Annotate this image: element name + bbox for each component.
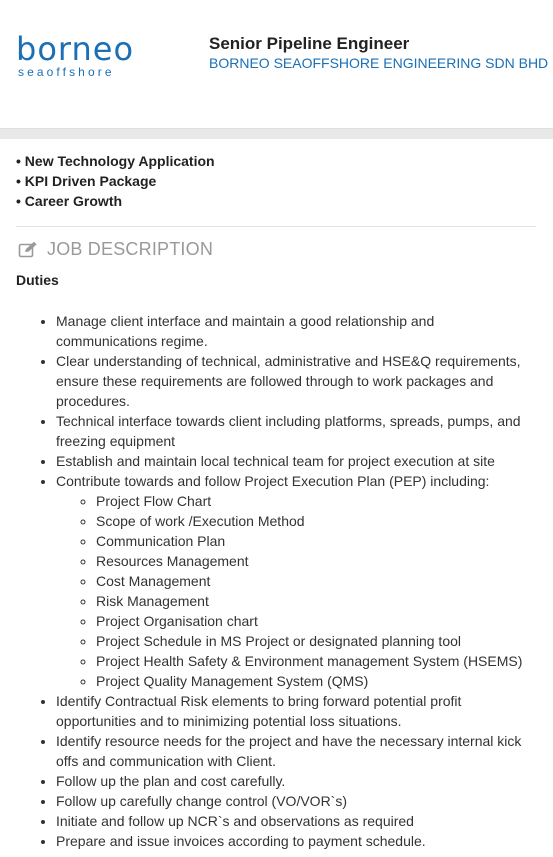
section-divider [16, 226, 536, 227]
sublist-item: ◦ Communication Plan [96, 531, 536, 551]
job-highlights [16, 151, 215, 211]
edit-icon [18, 241, 38, 259]
list-item-pep [56, 471, 536, 691]
job-title: Senior Pipeline Engineer [209, 34, 410, 53]
list-item: • Identify resource needs for the project and have the necessary internal kick offs and communication with Client. [56, 731, 536, 771]
duties-list [16, 311, 536, 851]
company-logo[interactable] [16, 30, 144, 85]
highlight-item: • New Technology Application [16, 153, 215, 169]
highlight-item: • Career Growth [16, 193, 123, 209]
list-item-text: Contribute towards and follow Project Execution Plan (PEP) including: [56, 473, 490, 489]
pep-sublist [56, 491, 536, 691]
list-item: • Identify Contractual Risk elements to bring forward potential profit opportunities and to minimizing potential loss situations. [56, 691, 536, 731]
list-item: • Initiate and follow up NCR`s and observations as required [56, 811, 536, 831]
sublist-item: ◦ Project Quality Management System (QMS) [96, 671, 536, 691]
sublist-item: ◦ Project Flow Chart [96, 491, 536, 511]
sublist-item: ◦ Project Organisation chart [96, 611, 536, 631]
list-item: • Clear understanding of technical, administrative and HSE&Q requirements, ensure these requirements are followed through to work packages and procedures. [56, 351, 536, 411]
list-item: • Follow up the plan and cost carefully. [56, 771, 536, 791]
header-divider-band [0, 128, 553, 139]
section-heading [18, 239, 213, 260]
sublist-item: ◦ Cost Management [96, 571, 536, 591]
list-item: • Manage client interface and maintain a good relationship and communications regime. [56, 311, 536, 351]
section-title: JOB DESCRIPTION [47, 239, 214, 259]
sublist-item: ◦ Risk Management [96, 591, 536, 611]
list-item: • Follow up carefully change control (VO/VOR`s) [56, 791, 536, 811]
duties-label: Duties [16, 272, 59, 288]
sublist-item: ◦ Resources Management [96, 551, 536, 571]
sublist-item: ◦ Project Health Safety & Environment management System (HSEMS) [96, 651, 536, 671]
list-item: • Technical interface towards client including platforms, spreads, pumps, and freezing equipment [56, 411, 536, 451]
job-header [0, 0, 553, 128]
logo-wordmark: borneo [16, 30, 135, 68]
company-name-link[interactable]: BORNEO SEAOFFSHORE ENGINEERING SDN BHD [209, 55, 549, 71]
highlight-item: • KPI Driven Package [16, 173, 157, 189]
logo-subtitle: seaoffshore [18, 65, 115, 79]
list-item: • Prepare and issue invoices according to payment schedule. [56, 831, 536, 851]
list-item: • Establish and maintain local technical team for project execution at site [56, 451, 536, 471]
sublist-item: ◦ Scope of work /Execution Method [96, 511, 536, 531]
sublist-item: ◦ Project Schedule in MS Project or designated planning tool [96, 631, 536, 651]
